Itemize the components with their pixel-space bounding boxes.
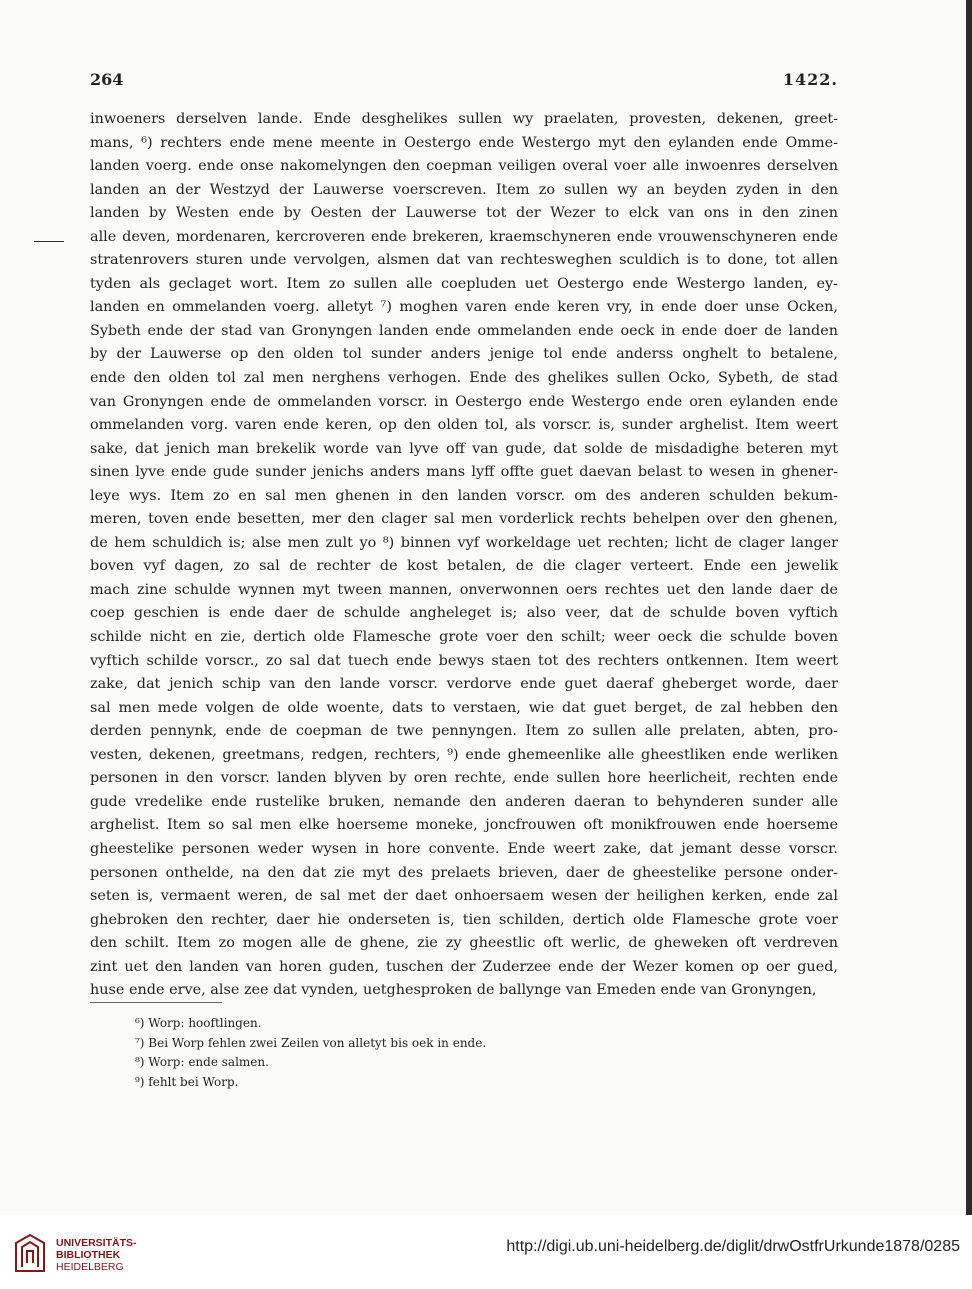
text-line: Sybeth ende der stad van Gronyngen landen ende ommelanden ende oeck in ende doer de landen [90,322,838,339]
text-line: zake, dat jenich schip van den lande vorscr. verdorve ende guet daeraf gheberget worde, daer [90,676,838,693]
header-year: 1422. [782,70,838,89]
page-number: 264 [90,70,124,89]
page-header [90,70,838,94]
body-text [90,108,838,1003]
text-line: sal men mede volgen de olde woente, dats to verstaen, wie dat guet berget, de zal hebben den [90,699,838,716]
library-name-line3: HEIDELBERG [56,1261,124,1273]
text-line: van Gronyngen ende de ommelanden vorscr. in Oestergo ende Westergo ende oren eylanden ende [90,393,838,410]
text-line: gheestelike personen weder wysen in hore convente. Ende weert zake, dat jemant desse vorscr. [90,840,838,857]
text-line: huse ende erve, alse zee dat vynden, uetghesproken de ballynge van Emeden ende van Gronyngen, [90,982,817,999]
text-line: zint uet den landen van horen guden, tuschen der Zuderzee ende der Wezer komen op oer gued, [90,958,838,975]
text-line: schilde nicht en zie, dertich olde Flamesche grote voer den schilt; weer oeck die schulde boven [90,629,838,646]
text-line: seten is, vermaent weren, de sal met der daet onhoersaem wesen der heilighen kerken, ende zal [90,888,838,905]
text-line: landen en ommelanden voerg. alletyt ⁷) moghen varen ende keren vry, in ende doer unse Ocken, [90,299,838,316]
text-line: mach zine schulde wynnen myt tween mannen, onverwonnen oers rechtes uet den lande daer de [90,581,838,598]
permalink-url[interactable]: http://digi.ub.uni-heidelberg.de/diglit/drwOstfrUrkunde1878/0285 [506,1238,960,1255]
text-line: coep geschien is ende daer de schulde angheleget is; also veer, dat de schulde boven vyftich [90,605,838,622]
library-name[interactable] [56,1237,137,1273]
text-line: arghelist. Item so sal men elke hoerseme moneke, joncfrouwen oft monikfrouwen ende hoerseme [90,817,838,834]
text-line: landen by Westen ende by Oesten der Lauwerse tot der Wezer to elck van ons in den zinen [90,205,838,222]
text-line: ommelanden vorg. varen ende keren, op den olden tol, als vorscr. is, sunder arghelist. Item weert [90,417,838,434]
text-line: leye wys. Item zo en sal men ghenen in den landen vorscr. om des anderen schulden bekum- [90,487,838,504]
text-line: vesten, dekenen, greetmans, redgen, rechters, ⁹) ende ghemeenlike alle gheestliken ende werliken [90,746,838,763]
text-line: sinen lyve ende gude sunder jenichs anders mans lyff offte guet daevan belast to wesen in ghener- [90,464,838,481]
text-line: sake, dat jenich man brekelik worde van lyve off van gude, dat solde de misdadighe beteren myt [90,440,838,457]
university-seal-icon[interactable] [12,1233,48,1273]
text-line: mans, ⁶) rechters ende mene meente in Oestergo ende Westergo myt den eylanden ende Omme- [90,134,838,151]
footnote-rule [90,1002,222,1003]
text-line: by der Lauwerse op den olden tol sunder anders jenige tol ende anderss onghelt to betalene, [90,346,838,363]
text-line: den schilt. Item zo mogen alle de ghene, zie zy gheestlic oft werlic, de gheweken oft verdreven [90,935,838,952]
library-name-line2: BIBLIOTHEK [56,1249,121,1261]
text-line: ende den olden tol zal men nerghens verhogen. Ende des ghelikes sullen Ocko, Sybeth, de stad [90,370,838,387]
viewer-footer [0,1215,972,1289]
text-line: vyftich schilde vorscr., zo sal dat tuech ende bewys staen tot des rechters ontkennen. Item weert [90,652,838,669]
text-line: derden pennynk, ende de coepman de twe pennyngen. Item zo sullen alle prelaten, abten, pro- [90,723,838,740]
page-edge-shadow [966,0,972,1215]
text-line: ghebroken den rechter, daer hie onderseten is, tien schilden, dertich olde Flamesche grote voer [90,911,838,928]
text-line: personen onthelde, na den dat zie myt des prelaets brieven, daer de gheestelike persone onder- [90,864,838,881]
text-line: de hem schuldich is; alse men zult yo ⁸) binnen vyf workeldage uet rechten; licht de clager langer [90,534,838,551]
footnote: ⁸) Worp: ende salmen. [135,1055,269,1069]
footnote: ⁹) fehlt bei Worp. [135,1074,239,1089]
footnote: ⁶) Worp: hooftlingen. [135,1016,262,1030]
text-line: inwoeners derselven lande. Ende desghelikes sullen wy praelaten, provesten, dekenen, greet- [90,111,838,127]
footnote: ⁷) Bei Worp fehlen zwei Zeilen von alletyt bis oek in ende. [135,1035,487,1050]
text-line: meren, toven ende besetten, mer den clager sal men vorderlick rechts behelpen over den ghenen, [90,511,838,528]
footnotes [135,1014,775,1092]
margin-mark [34,241,64,242]
text-line: gude vredelike ende rustelike bruken, nemande den anderen daeran to behynderen sunder alle [90,793,838,810]
text-line: personen in den vorscr. landen blyven by oren rechte, ende sullen hore heerlicheit, rechten ende [90,770,838,787]
text-line: alle deven, mordenaren, kercroveren ende brekeren, kraemschyneren ende vrouwenschyneren ende [90,228,838,245]
text-line: landen voerg. ende onse nakomelyngen den coepman veiligen overal voer alle inwoenres derselven [90,158,838,175]
text-line: tyden als geclaget wort. Item zo sullen alle coepluden uet Oestergo ende Westergo landen, ey- [90,275,838,292]
text-line: stratenrovers sturen unde vervolgen, alsmen dat van rechtesweghen sculdich is to done, tot allen [90,252,838,269]
library-name-line1: UNIVERSITÄTS- [56,1237,137,1249]
text-line: boven vyf dagen, zo sal de rechter de kost betalen, de die clager verteert. Ende een jewelik [90,558,838,575]
text-line: landen an der Westzyd der Lauwerse voerscreven. Item zo sullen wy an beyden zyden in den [90,181,838,198]
